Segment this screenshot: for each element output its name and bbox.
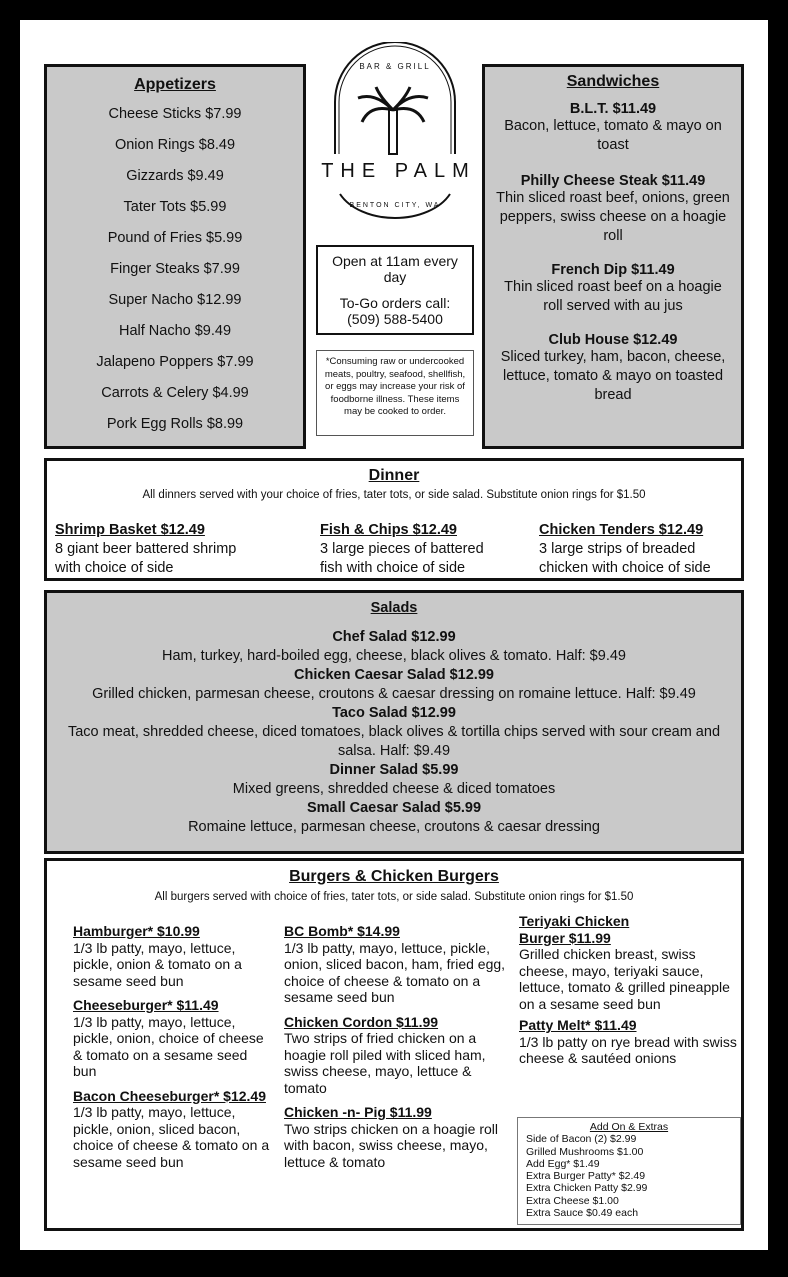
salads-title: Salads xyxy=(370,600,418,616)
burger-item xyxy=(284,923,512,1006)
appetizer-item: Gizzards $9.49 xyxy=(126,168,224,184)
burgers-section xyxy=(44,858,744,1231)
extras-item: Grilled Mushrooms $1.00 xyxy=(526,1145,644,1158)
burger-item xyxy=(284,1104,512,1170)
dinner-item-desc: 8 giant beer battered shrimp with choice of side xyxy=(55,541,237,576)
sandwich-name: Philly Cheese Steak $11.49 xyxy=(520,173,706,189)
sandwich-desc: Sliced turkey, ham, bacon, cheese, lettuce, tomato & mayo on toasted bread xyxy=(500,349,726,403)
salad-desc: Romaine lettuce, parmesan cheese, croutons & caesar dressing xyxy=(188,819,600,835)
salad-desc: Mixed greens, shredded cheese & diced tomatoes xyxy=(232,781,556,797)
appetizer-item: Super Nacho $12.99 xyxy=(108,292,242,308)
sandwich-desc: Thin sliced roast beef on a hoagie roll served with au jus xyxy=(504,279,722,314)
salad-name: Dinner Salad $5.99 xyxy=(329,762,459,778)
dinner-item xyxy=(539,521,739,578)
disclaimer: *Consuming raw or undercooked meats, poultry, seafood, shellfish, or eggs may increase your risk of foodborne illness. These items may be cooked to order. xyxy=(316,350,474,436)
extras-item: Extra Burger Patty* $2.49 xyxy=(526,1170,646,1183)
burger-name: Chicken -n- Pig $11.99 xyxy=(284,1104,432,1120)
burger-item xyxy=(519,913,741,1012)
appetizers-title: Appetizers xyxy=(134,76,216,93)
sandwich-name: B.L.T. $11.49 xyxy=(569,101,657,117)
dinner-item-desc: 3 large strips of breaded chicken with choice of side xyxy=(539,541,711,576)
extras-item: Side of Bacon (2) $2.99 xyxy=(526,1133,637,1146)
salads-section xyxy=(44,590,744,854)
extras-item: Extra Sauce $0.49 each xyxy=(526,1207,639,1220)
burger-name: Cheeseburger* $11.49 xyxy=(73,997,219,1013)
burger-item xyxy=(73,997,273,1080)
appetizer-item: Pork Egg Rolls $8.99 xyxy=(106,416,244,432)
dinner-item-name: Fish & Chips $12.49 xyxy=(320,522,457,538)
salad-name: Taco Salad $12.99 xyxy=(332,705,456,721)
salad-name: Chef Salad $12.99 xyxy=(332,629,456,645)
appetizers-section xyxy=(44,64,306,449)
salad-desc: Grilled chicken, parmesan cheese, croutons & caesar dressing on romaine lettuce. Half: $9.49 xyxy=(92,686,696,702)
burgers-column-2 xyxy=(284,923,512,1178)
brand-name: THE PALM xyxy=(321,160,476,182)
dinner-item xyxy=(55,521,255,578)
dinner-item-name: Chicken Tenders $12.49 xyxy=(539,522,704,538)
appetizer-item: Pound of Fries $5.99 xyxy=(107,230,243,246)
burger-desc: 1/3 lb patty, mayo, lettuce, pickle, onion, choice of cheese & tomato on a sesame seed bun xyxy=(73,1013,264,1079)
info-box xyxy=(316,245,474,335)
extras-box xyxy=(517,1117,741,1225)
salad-name: Chicken Caesar Salad $12.99 xyxy=(294,667,494,683)
sandwich-desc: Thin sliced roast beef, onions, green peppers, swiss cheese on a hoagie roll xyxy=(496,190,730,244)
burger-name: BC Bomb* $14.99 xyxy=(284,923,400,939)
extras-item: Add Egg* $1.49 xyxy=(526,1157,600,1170)
burger-name: Teriyaki Chicken Burger $11.99 xyxy=(519,913,630,946)
appetizer-item: Cheese Sticks $7.99 xyxy=(108,106,242,122)
extras-item: Extra Chicken Patty $2.99 xyxy=(526,1182,648,1195)
hours-text: Open at 11am every day xyxy=(332,253,458,285)
logo xyxy=(310,42,480,222)
dinner-section xyxy=(44,458,744,581)
salad-name: Small Caesar Salad $5.99 xyxy=(306,800,482,816)
burger-name: Chicken Cordon $11.99 xyxy=(284,1013,439,1030)
burgers-title: Burgers & Chicken Burgers xyxy=(289,868,499,885)
burger-item xyxy=(73,923,273,989)
dinner-item-desc: 3 large pieces of battered fish with choice of side xyxy=(320,541,484,576)
phone-number[interactable]: (509) 588-5400 xyxy=(347,311,443,327)
extras-title: Add On & Extras xyxy=(589,1121,669,1133)
logo-tagline: BAR & GRILL xyxy=(359,62,431,71)
dinner-item xyxy=(320,521,510,578)
appetizer-item: Jalapeno Poppers $7.99 xyxy=(96,354,254,370)
sandwiches-section xyxy=(482,64,744,449)
burgers-column-3 xyxy=(519,913,741,1072)
burger-name: Bacon Cheeseburger* $12.49 xyxy=(73,1087,266,1104)
burger-name: Hamburger* $10.99 xyxy=(73,923,200,939)
burger-name: Patty Melt* $11.49 xyxy=(519,1017,637,1033)
extras-item: Extra Cheese $1.00 xyxy=(526,1194,619,1207)
appetizer-item: Onion Rings $8.49 xyxy=(114,137,236,153)
burger-item xyxy=(73,1088,273,1171)
dinner-item-name: Shrimp Basket $12.49 xyxy=(55,522,205,538)
sandwich-name: French Dip $11.49 xyxy=(551,262,675,278)
appetizer-item: Carrots & Celery $4.99 xyxy=(101,385,249,401)
burger-desc: 1/3 lb patty, mayo, lettuce, pickle, onion, sliced bacon, ham, fried egg, choice of cheese & tomato on a sesame seed bun xyxy=(284,939,506,1005)
dinner-note: All dinners served with your choice of fries, tater tots, or side salad. Substitute onion rings for $1.50 xyxy=(142,489,646,501)
salad-desc: Ham, turkey, hard-boiled egg, cheese, black olives & tomato. Half: $9.49 xyxy=(162,648,626,664)
burger-desc: 1/3 lb patty, mayo, lettuce, pickle, onion, sliced bacon, choice of cheese & tomato on a sesame seed bun xyxy=(73,1104,270,1170)
appetizer-item: Finger Steaks $7.99 xyxy=(110,261,240,277)
salad-desc: Taco meat, shredded cheese, diced tomatoes, black olives & tortilla chips served with sour cream and salsa. Half: $9.49 xyxy=(67,724,721,759)
burgers-note: All burgers served with choice of fries, tater tots, or side salad. Substitute onion rings for $1.50 xyxy=(154,891,634,903)
logo-location: BENTON CITY, WA xyxy=(349,202,441,209)
togo-label: To-Go orders call: xyxy=(339,295,451,311)
burger-desc: Grilled chicken breast, swiss cheese, mayo, teriyaki sauce, lettuce, tomato & grilled pineapple on a sesame seed bun xyxy=(519,946,730,1012)
appetizer-item: Half Nacho $9.49 xyxy=(118,323,232,339)
burger-desc: Two strips chicken on a hoagie roll with bacon, swiss cheese, mayo, lettuce & tomato xyxy=(284,1120,498,1170)
burger-desc: 1/3 lb patty on rye bread with swiss cheese & sautéed onions xyxy=(519,1033,737,1066)
sandwich-desc: Bacon, lettuce, tomato & mayo on toast xyxy=(504,118,722,153)
sandwiches-title: Sandwiches xyxy=(566,73,660,90)
burger-desc: 1/3 lb patty, mayo, lettuce, pickle, onion & tomato on a sesame seed bun xyxy=(73,939,242,989)
burger-item xyxy=(284,1014,512,1097)
appetizer-item: Tater Tots $5.99 xyxy=(123,199,227,215)
burgers-column-1 xyxy=(73,923,273,1178)
burger-item xyxy=(519,1017,741,1067)
dinner-title: Dinner xyxy=(368,467,420,484)
sandwich-name: Club House $12.49 xyxy=(548,332,678,348)
burger-desc: Two strips of fried chicken on a hoagie roll piled with sliced ham, swiss cheese, mayo, lettuce & tomato xyxy=(284,1030,486,1096)
